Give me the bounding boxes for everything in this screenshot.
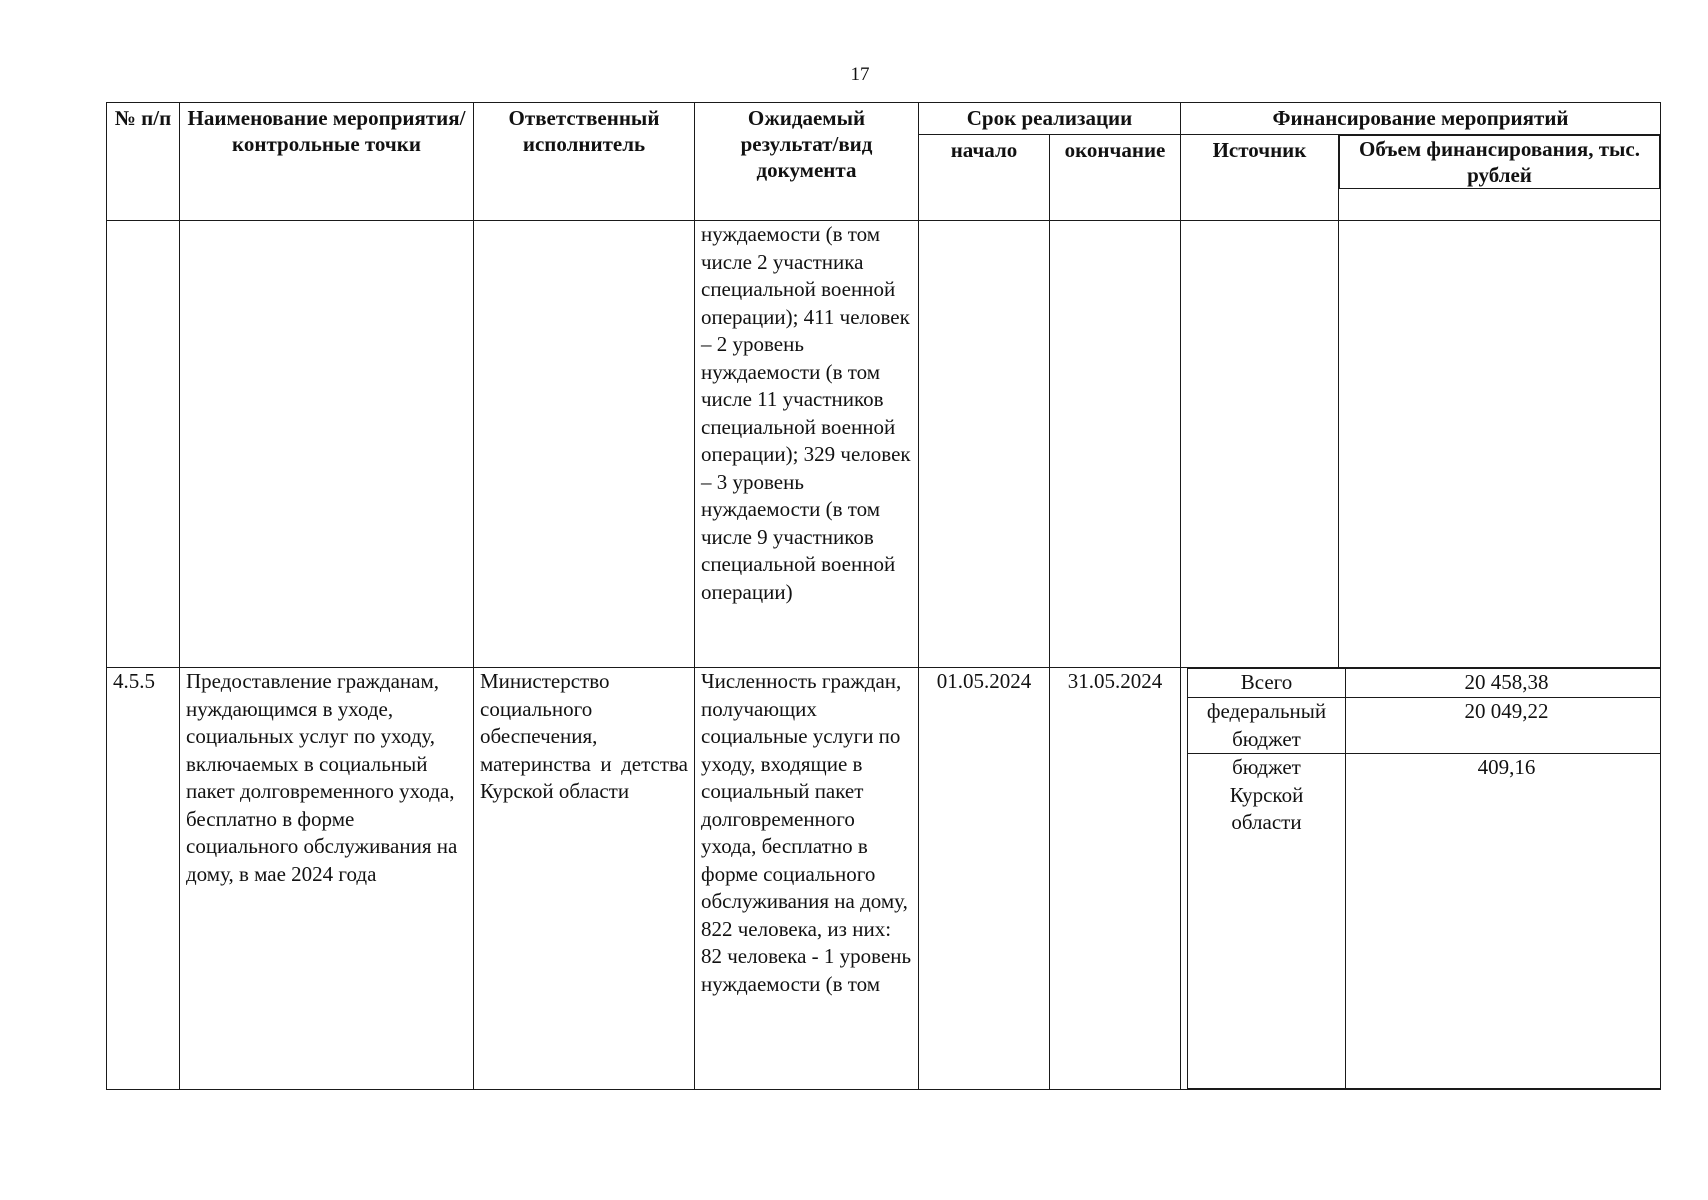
continued-name-cell [180,221,474,668]
financing-volume-federal: 20 049,22 [1346,698,1661,754]
table-row [107,668,1661,1090]
header-num: № п/п [107,103,180,221]
header-row-1 [107,103,1661,135]
continued-responsible-cell [474,221,695,668]
row-financing-cell [1181,668,1661,1090]
financing-inner-table [1187,668,1661,1089]
header-financing: Финансирование мероприятий [1181,103,1661,135]
continued-start-cell [919,221,1050,668]
header-result: Ожидаемый результат/вид документа [695,103,919,221]
header-volume [1339,135,1661,221]
financing-row-regional [1188,754,1661,1089]
header-name: Наименование мероприятия/контрольные точки [180,103,474,221]
volume-header-inner [1339,135,1660,189]
row-result-cell: Численность граждан, получающих социальные услуги по уходу, входящие в социальный пакет долговременного ухода, бесплатно в форме социального обслуживания на дому, 822 человека, из них: 82 человека - 1 уровень нуждаемости (в том [695,668,919,1090]
header-volume-text: Объем финансирования, тыс. рублей [1340,136,1660,189]
row-name-cell: Предоставление гражданам, нуждающимся в уходе, социальных услуг по уходу, включаемых в социальный пакет долговременного ухода, бесплатно в форме социального обслуживания на дому, в мае 2024 года [180,668,474,1090]
financing-volume-total: 20 458,38 [1346,669,1661,698]
continued-row [107,221,1661,668]
header-period: Срок реализации [919,103,1181,135]
financing-source-federal: федеральный бюджет [1188,698,1346,754]
financing-source-regional: бюджет Курской области [1188,754,1346,1089]
financing-volume-regional: 409,16 [1346,754,1661,1089]
continued-num-cell [107,221,180,668]
financing-row-federal [1188,698,1661,754]
plan-table [106,102,1661,1090]
financing-row-total [1188,669,1661,698]
row-responsible-cell: Министерство социального обеспечения, материнства и детства Курской области [474,668,695,1090]
row-start-cell: 01.05.2024 [919,668,1050,1090]
header-source: Источник [1181,135,1339,221]
row-num-cell: 4.5.5 [107,668,180,1090]
continued-end-cell [1050,221,1181,668]
page-number: 17 [850,64,870,85]
header-period-end: окончание [1050,135,1181,221]
continued-volume-cell [1339,221,1661,668]
continued-result-cell: нуждаемости (в том числе 2 участника специальной военной операции); 411 человек – 2 уровень нуждаемости (в том числе 11 участников специальной военной операции); 329 человек – 3 уровень нуждаемости (в том числе 9 участников специальной военной операции) [695,221,919,668]
continued-source-cell [1181,221,1339,668]
financing-source-total: Всего [1188,669,1346,698]
header-period-start: начало [919,135,1050,221]
row-end-cell: 31.05.2024 [1050,668,1181,1090]
header-responsible: Ответственный исполнитель [474,103,695,221]
